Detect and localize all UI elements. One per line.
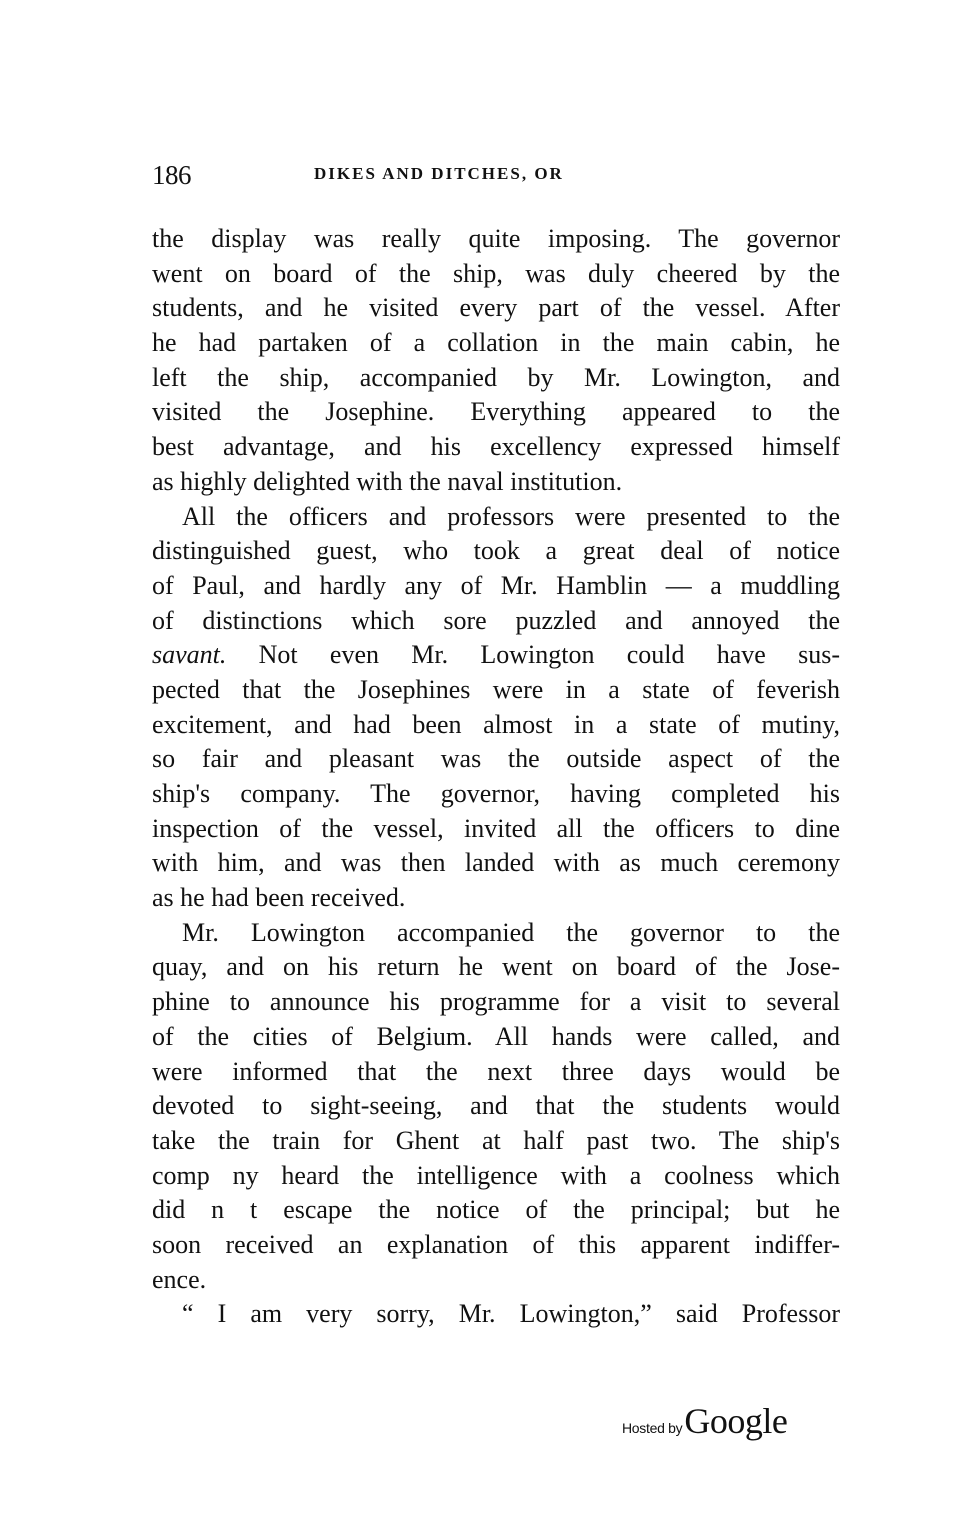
- text-line: as he had been received.: [152, 883, 406, 913]
- text-line: as highly delighted with the naval institution.: [152, 466, 623, 496]
- text-line: pected that the Josephines were in a state of feverish: [152, 674, 840, 704]
- page-number: 186: [152, 160, 191, 190]
- text-line: did n t escape the notice of the principal; but he: [152, 1195, 840, 1225]
- text-line: students, and he visited every part of the vessel. After: [152, 293, 840, 323]
- text-line: quay, and on his return he went on board of the Jose-: [152, 952, 840, 982]
- text-line: Mr. Lowington accompanied the governor to the: [182, 917, 840, 947]
- text-line: of the cities of Belgium. All hands were called, and: [152, 1021, 840, 1051]
- hosted-by-google: [622, 1400, 787, 1442]
- text-line: of Paul, and hardly any of Mr. Hamblin — a muddling: [152, 570, 840, 600]
- text-line: soon received an explanation of this apparent indiffer-: [152, 1229, 840, 1259]
- text-line: comp ny heard the intelligence with a coolness which: [152, 1160, 840, 1190]
- google-logo: Google: [684, 1401, 788, 1441]
- text-line: ence.: [152, 1264, 207, 1294]
- paragraph: [152, 222, 840, 500]
- running-head: DIKES AND DITCHES, OR: [314, 164, 564, 183]
- text-line: All the officers and professors were presented to the: [182, 501, 840, 531]
- text-line: ship's company. The governor, having completed his: [152, 779, 840, 808]
- italic-word: savant.: [152, 640, 227, 670]
- paragraph: [152, 500, 840, 916]
- text-line: he had partaken of a collation in the main cabin, he: [152, 328, 840, 358]
- text-line: were informed that the next three days would be: [152, 1056, 840, 1086]
- text-line: of distinctions which sore puzzled and annoyed the: [152, 605, 840, 635]
- text-line-savant: [152, 638, 840, 673]
- body-text: [152, 222, 840, 1332]
- text-line: left the ship, accompanied by Mr. Lowington, and: [152, 362, 840, 392]
- text-line: excitement, and had been almost in a state of mutiny,: [152, 709, 840, 739]
- paragraph: [152, 1297, 840, 1332]
- text-line: devoted to sight-seeing, and that the students would: [152, 1091, 840, 1121]
- paragraph: [152, 916, 840, 1298]
- text-line: visited the Josephine. Everything appeared to the: [152, 397, 840, 427]
- text-line: so fair and pleasant was the outside aspect of the: [152, 744, 840, 774]
- text-line: distinguished guest, who took a great deal of notice: [152, 536, 840, 566]
- text-line: inspection of the vessel, invited all the officers to dine: [152, 813, 840, 843]
- text-line: the display was really quite imposing. The governor: [152, 224, 840, 253]
- hosted-by-label: Hosted by: [622, 1420, 683, 1436]
- text-line: went on board of the ship, was duly cheered by the: [152, 258, 840, 288]
- text-line: best advantage, and his excellency expressed himself: [152, 432, 840, 462]
- text-line: take the train for Ghent at half past two. The ship's: [152, 1125, 840, 1155]
- text-line: with him, and was then landed with as much ceremony: [152, 848, 840, 878]
- text-line: “ I am very sorry, Mr. Lowington,” said Professor: [182, 1299, 840, 1329]
- text-line: phine to announce his programme for a visit to several: [152, 987, 840, 1017]
- page-header: [152, 160, 842, 194]
- text-line-rest: Not even Mr. Lowington could have sus-: [226, 640, 840, 670]
